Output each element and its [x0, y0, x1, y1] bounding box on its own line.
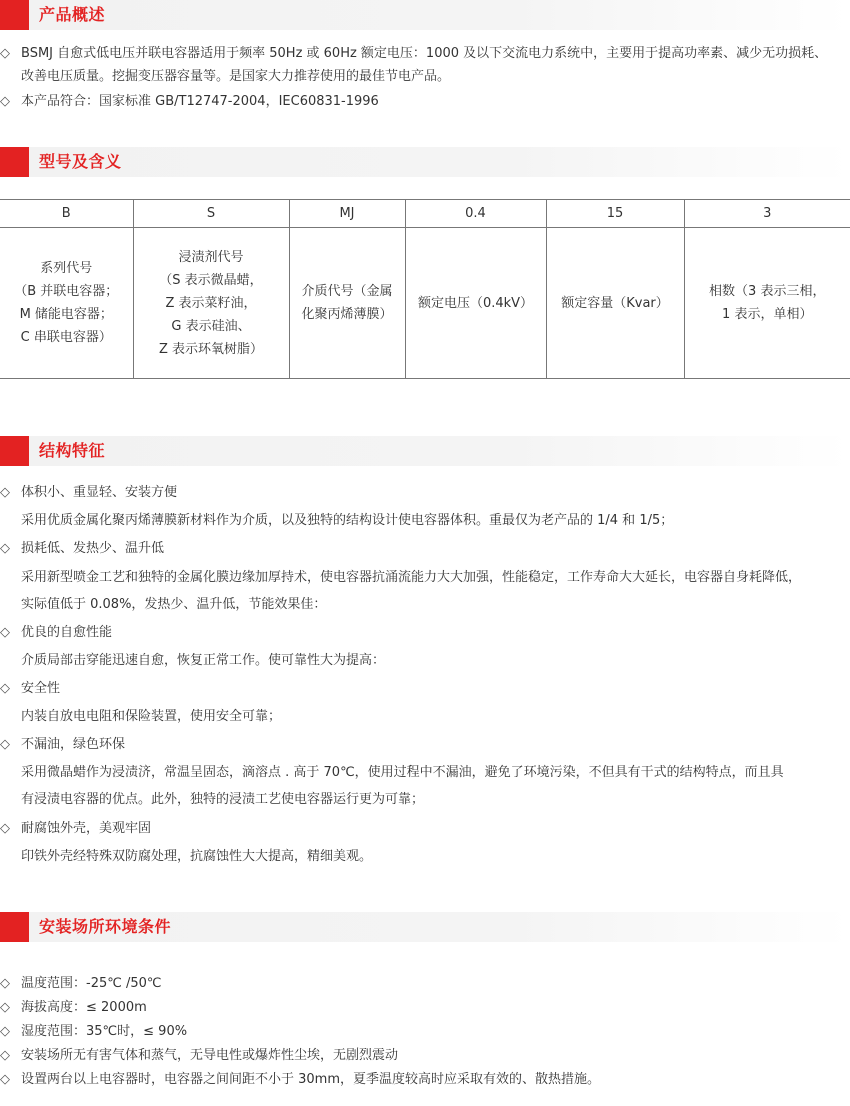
table-header-cell: MJ: [289, 200, 405, 228]
list-item: ◇ 损耗低、发热少、温升低: [0, 537, 846, 560]
list-item: ◇ 耐腐蚀外壳，美观牢固: [0, 817, 846, 840]
list-item-body: 采用新型喷金工艺和独特的金属化膜边缘加厚持术，使电容器抗涌流能力大大加强，性能稳定，工作寿命大大延长，电容器自身耗降低，: [21, 570, 802, 585]
table-cell-phase-count: 相数（3 表示三相， 1 表示，单相）: [684, 228, 850, 379]
list-item-body: 采用优质金属化聚丙烯薄膜新材料作为介质，以及独特的结构设计使电容器体积。重最仅为老产品的 1/4 和 1/5；: [21, 513, 674, 528]
diamond-bullet-icon: ◇: [0, 46, 10, 61]
diamond-bullet-icon: ◇: [0, 625, 10, 640]
section-marker: [0, 147, 29, 177]
structure-header: [0, 436, 850, 466]
diamond-bullet-icon: ◇: [0, 681, 10, 696]
section-marker: [0, 912, 29, 942]
list-item: ◇ 湿度范围：35℃时，≤ 90%: [0, 1020, 846, 1043]
diamond-bullet-icon: ◇: [0, 1048, 10, 1063]
table-header-cell: S: [133, 200, 289, 228]
diamond-bullet-icon: ◇: [0, 821, 10, 836]
list-item: ◇ 不漏油，绿色环保: [0, 733, 846, 756]
list-item: ◇ 安装场所无有害气体和蒸气，无导电性或爆炸性尘埃，无剧烈震动: [0, 1044, 846, 1067]
overview-paragraph-2: ◇ 本产品符合：国家标准 GB/T12747-2004，IEC60831-1996: [0, 90, 846, 113]
diamond-bullet-icon: ◇: [0, 1072, 10, 1087]
list-item-body: 印铁外壳经特殊双防腐处理，抗腐蚀性大大提高，精细美观。: [21, 849, 373, 864]
model-spec-table: [0, 199, 850, 379]
environment-title: 安装场所环境条件: [39, 917, 172, 936]
table-cell-rated-capacity: 额定容量（Kvar）: [546, 228, 684, 379]
model-title: 型号及含义: [39, 152, 122, 171]
list-item-body: 介质局部击穿能迅速自愈，恢复正常工作。使可靠性大为提高：: [21, 653, 386, 668]
list-item: ◇ 安全性: [0, 677, 846, 700]
list-item-body: 有浸渍电容器的优点。此外，独特的浸渍工艺使电容器运行更为可靠；: [21, 792, 425, 807]
table-cell-rated-voltage: 额定电压（0.4kV）: [405, 228, 546, 379]
diamond-bullet-icon: ◇: [0, 976, 10, 991]
list-item: ◇ 温度范围：-25℃ /50℃: [0, 972, 846, 995]
diamond-bullet-icon: ◇: [0, 1000, 10, 1015]
table-cell-dielectric-code: 介质代号（金属 化聚丙烯薄膜）: [289, 228, 405, 379]
list-item-body: 实际值低于 0.08%，发热少、温升低，节能效果佳：: [21, 597, 327, 612]
list-item-body: 采用微晶蜡作为浸渍济，常温呈固态，滴溶点 . 高于 70℃，使用过程中不漏油，避免了环境污染，不但具有干式的结构特点，而且具: [21, 765, 784, 780]
diamond-bullet-icon: ◇: [0, 94, 10, 109]
list-item: ◇ 海拔高度：≤ 2000m: [0, 996, 846, 1019]
table-header-cell: B: [0, 200, 133, 228]
list-item: ◇ 体积小、重显轻、安装方便: [0, 481, 846, 504]
list-item-body: 内装自放电电阻和保险装置，使用安全可靠；: [21, 709, 282, 724]
table-header-cell: 0.4: [405, 200, 546, 228]
list-item: ◇ 优良的自愈性能: [0, 621, 846, 644]
list-item: ◇ 设置两台以上电容器时，电容器之间间距不小于 30mm，夏季温度较高时应采取有效的、散热措施。: [0, 1068, 846, 1091]
overview-paragraph-1: ◇ BSMJ 自愈式低电压并联电容器适用于频率 50Hz 或 60Hz 额定电压：1000 及以下交流电力系统中，主要用于提高功率素、减少无功损耗、: [0, 42, 846, 65]
overview-paragraph-1-cont: 改善电压质量。挖掘变压器容量等。是国家大力推荐使用的最佳节电产品。: [21, 69, 451, 84]
overview-header: [0, 0, 850, 30]
diamond-bullet-icon: ◇: [0, 737, 10, 752]
table-header-cell: 3: [684, 200, 850, 228]
environment-header: [0, 912, 850, 942]
diamond-bullet-icon: ◇: [0, 541, 10, 556]
table-header-cell: 15: [546, 200, 684, 228]
section-marker: [0, 436, 29, 466]
section-marker: [0, 0, 29, 30]
table-cell-series-code: 系列代号 （B 并联电容器； M 储能电容器； C 串联电容器）: [0, 228, 133, 379]
model-header: [0, 147, 850, 177]
overview-title: 产品概述: [39, 5, 106, 24]
diamond-bullet-icon: ◇: [0, 1024, 10, 1039]
structure-title: 结构特征: [39, 441, 106, 460]
table-cell-impregnant-code: 浸渍剂代号 （S 表示微晶蜡， Z 表示菜籽油， G 表示硅油、 Z 表示环氧树脂）: [133, 228, 289, 379]
table-header-row: [0, 200, 850, 228]
table-row: [0, 228, 850, 379]
diamond-bullet-icon: ◇: [0, 485, 10, 500]
